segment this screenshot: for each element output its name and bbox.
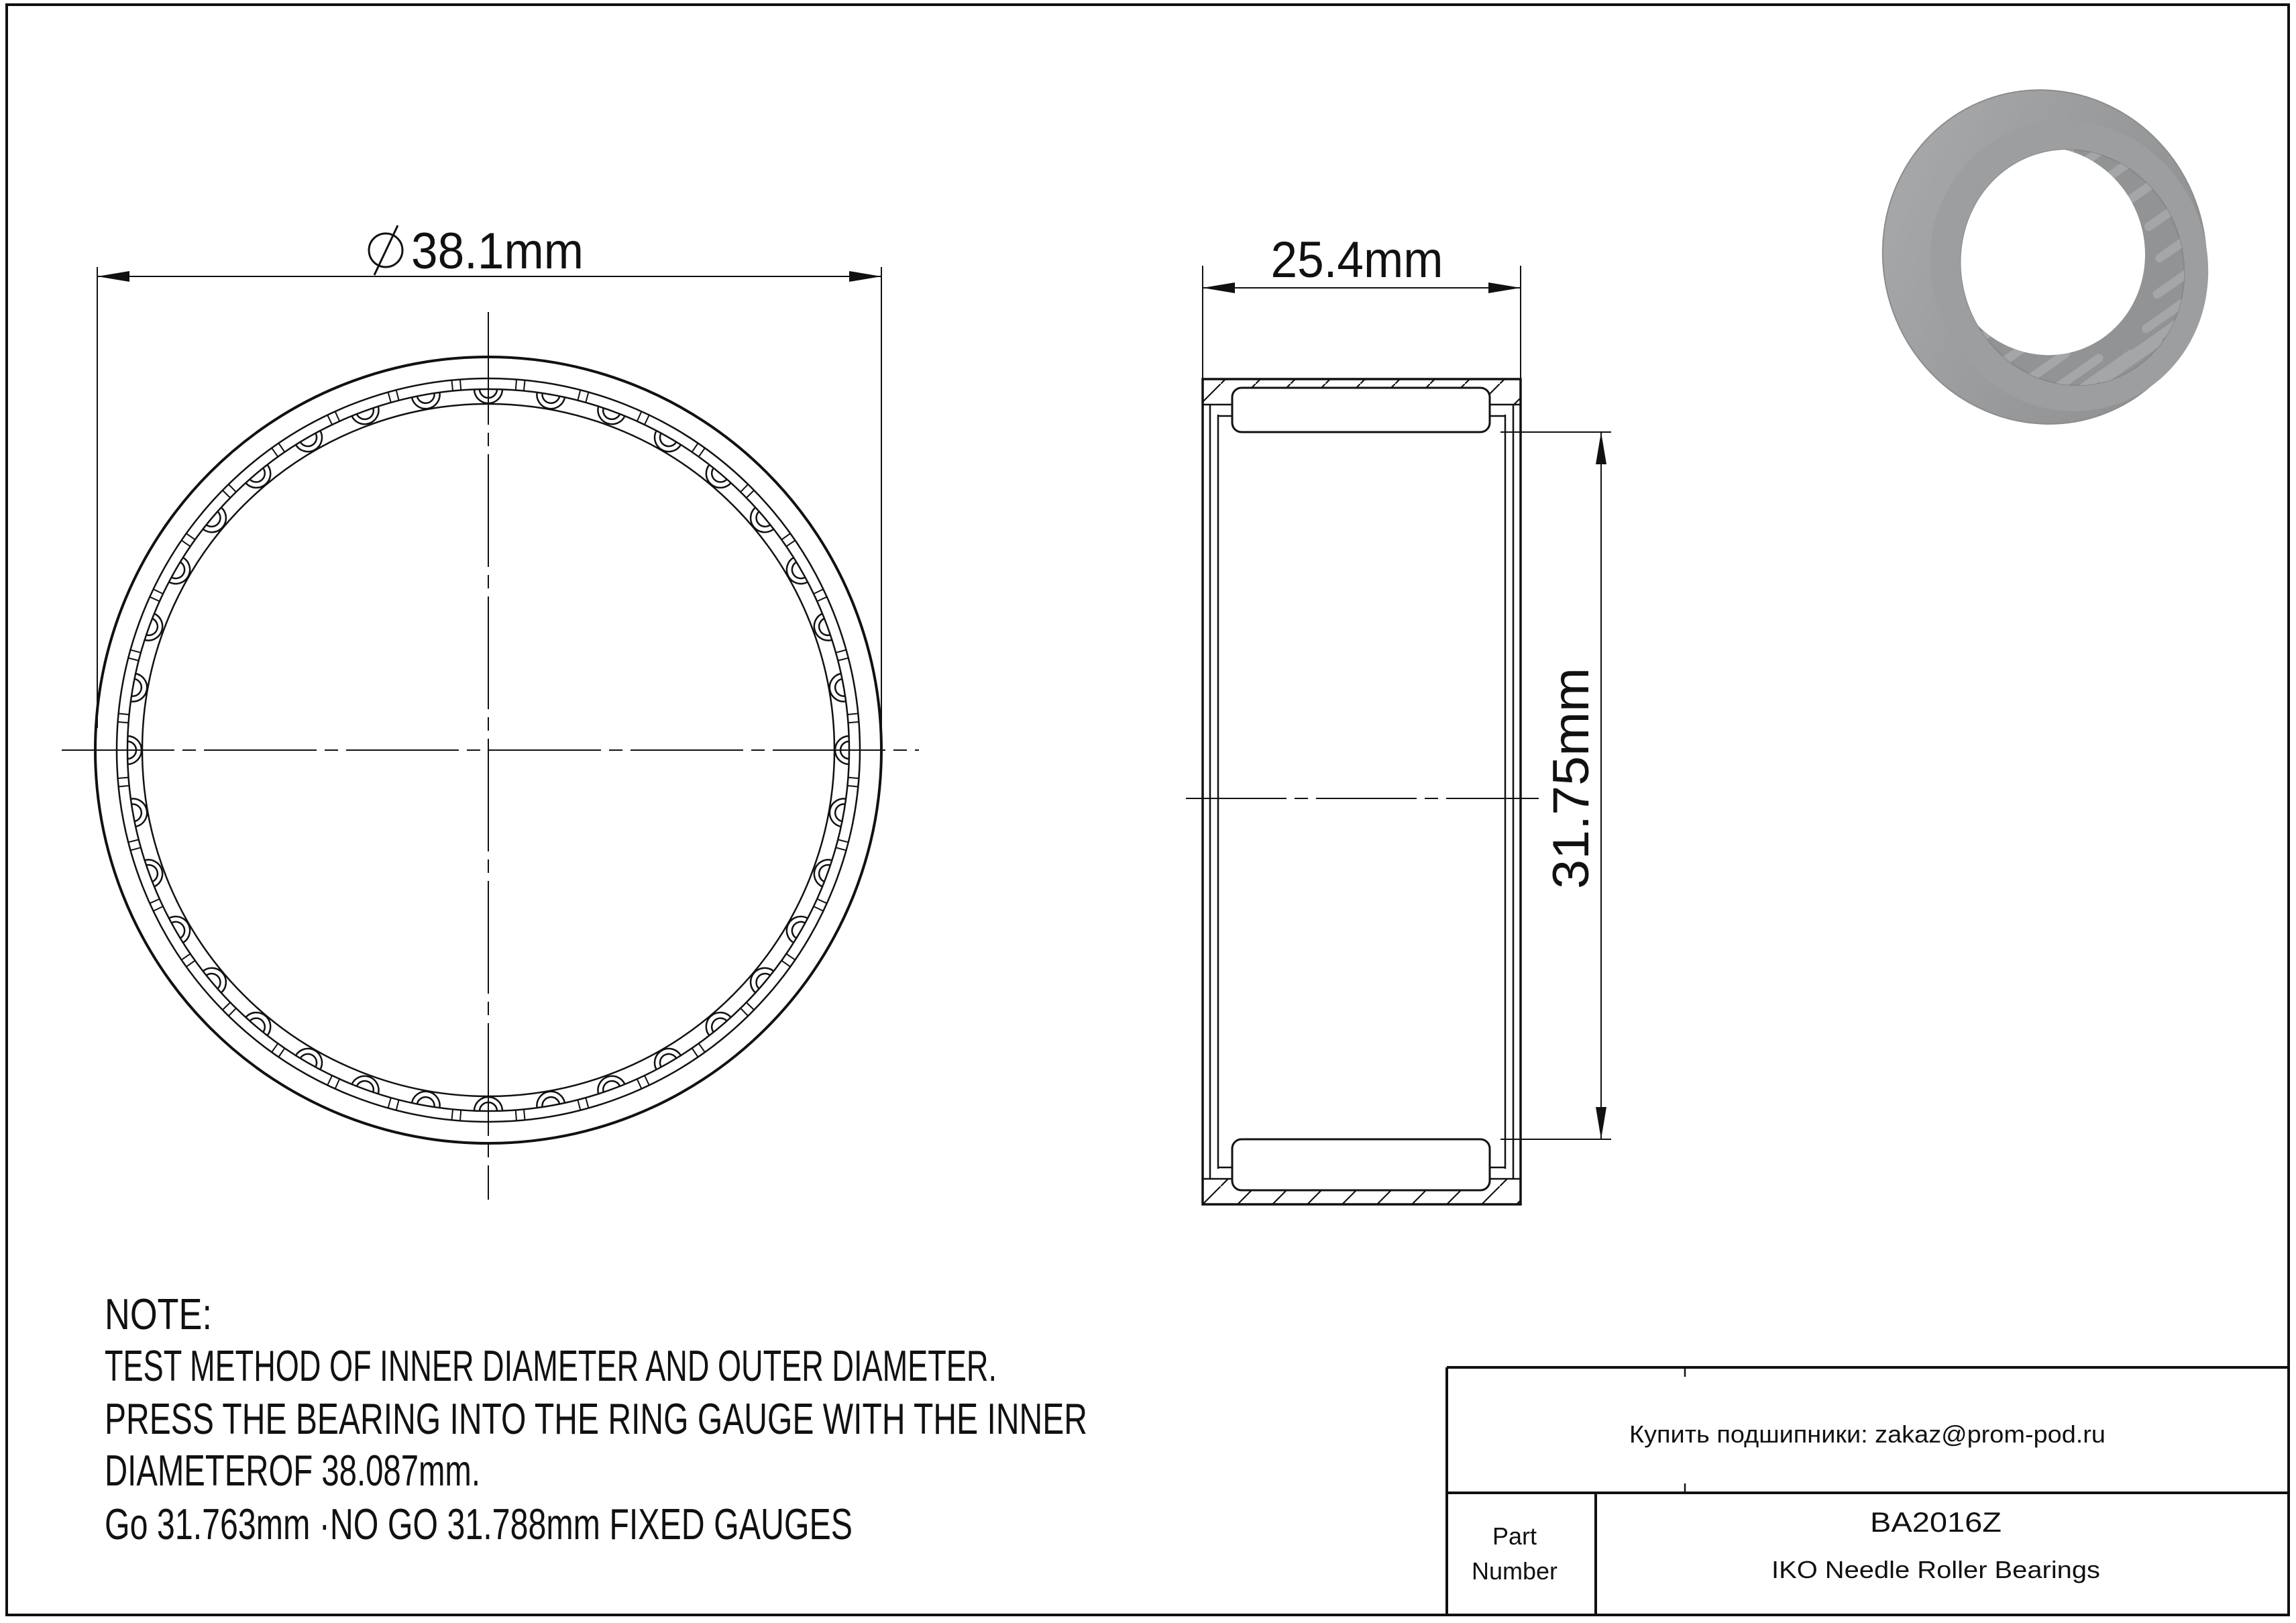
part-label-line-1: Part	[1492, 1522, 1537, 1550]
arrowhead-down-icon	[1596, 1107, 1606, 1139]
note-block	[105, 1290, 1087, 1549]
bearing-3d-render	[1836, 44, 2253, 470]
id-dimension-label: 31.75mm	[1543, 676, 1600, 889]
arrowhead-right-icon	[1488, 282, 1521, 293]
shell-outline	[1203, 379, 1521, 1204]
note-line-1: TEST METHOD OF INNER DIAMETER AND OUTER DIAMETER.	[105, 1341, 997, 1390]
needle-roller-top	[1232, 388, 1490, 432]
width-dimension	[1203, 231, 1521, 379]
title-block	[1447, 1367, 2289, 1615]
brand-text: IKO Needle Roller Bearings	[1771, 1556, 2100, 1583]
note-line-4: Go 31.763mm ·NO GO 31.788mm FIXED GAUGES	[105, 1500, 853, 1549]
arrowhead-up-icon	[1596, 432, 1606, 464]
note-line-3: DIAMETEROF 38.087mm.	[105, 1446, 480, 1495]
front-view	[62, 312, 919, 1200]
od-dimension	[97, 223, 881, 728]
arrowhead-right-icon	[849, 271, 881, 282]
arrowhead-left-icon	[97, 271, 129, 282]
note-title: NOTE:	[105, 1290, 212, 1339]
part-number-value: BA2016Z	[1870, 1506, 2002, 1538]
needle-roller-bottom	[1232, 1139, 1490, 1190]
note-line-2: PRESS THE BEARING INTO THE RING GAUGE WITH THE INNER	[105, 1394, 1087, 1443]
side-view	[1186, 379, 1539, 1204]
contact-text: Купить подшипники: zakaz@prom-pod.ru	[1629, 1420, 2106, 1448]
part-label-line-2: Number	[1471, 1557, 1558, 1585]
od-dimension-label: 38.1mm	[411, 223, 584, 280]
arrowhead-left-icon	[1203, 282, 1235, 293]
width-dimension-label: 25.4mm	[1270, 231, 1443, 289]
